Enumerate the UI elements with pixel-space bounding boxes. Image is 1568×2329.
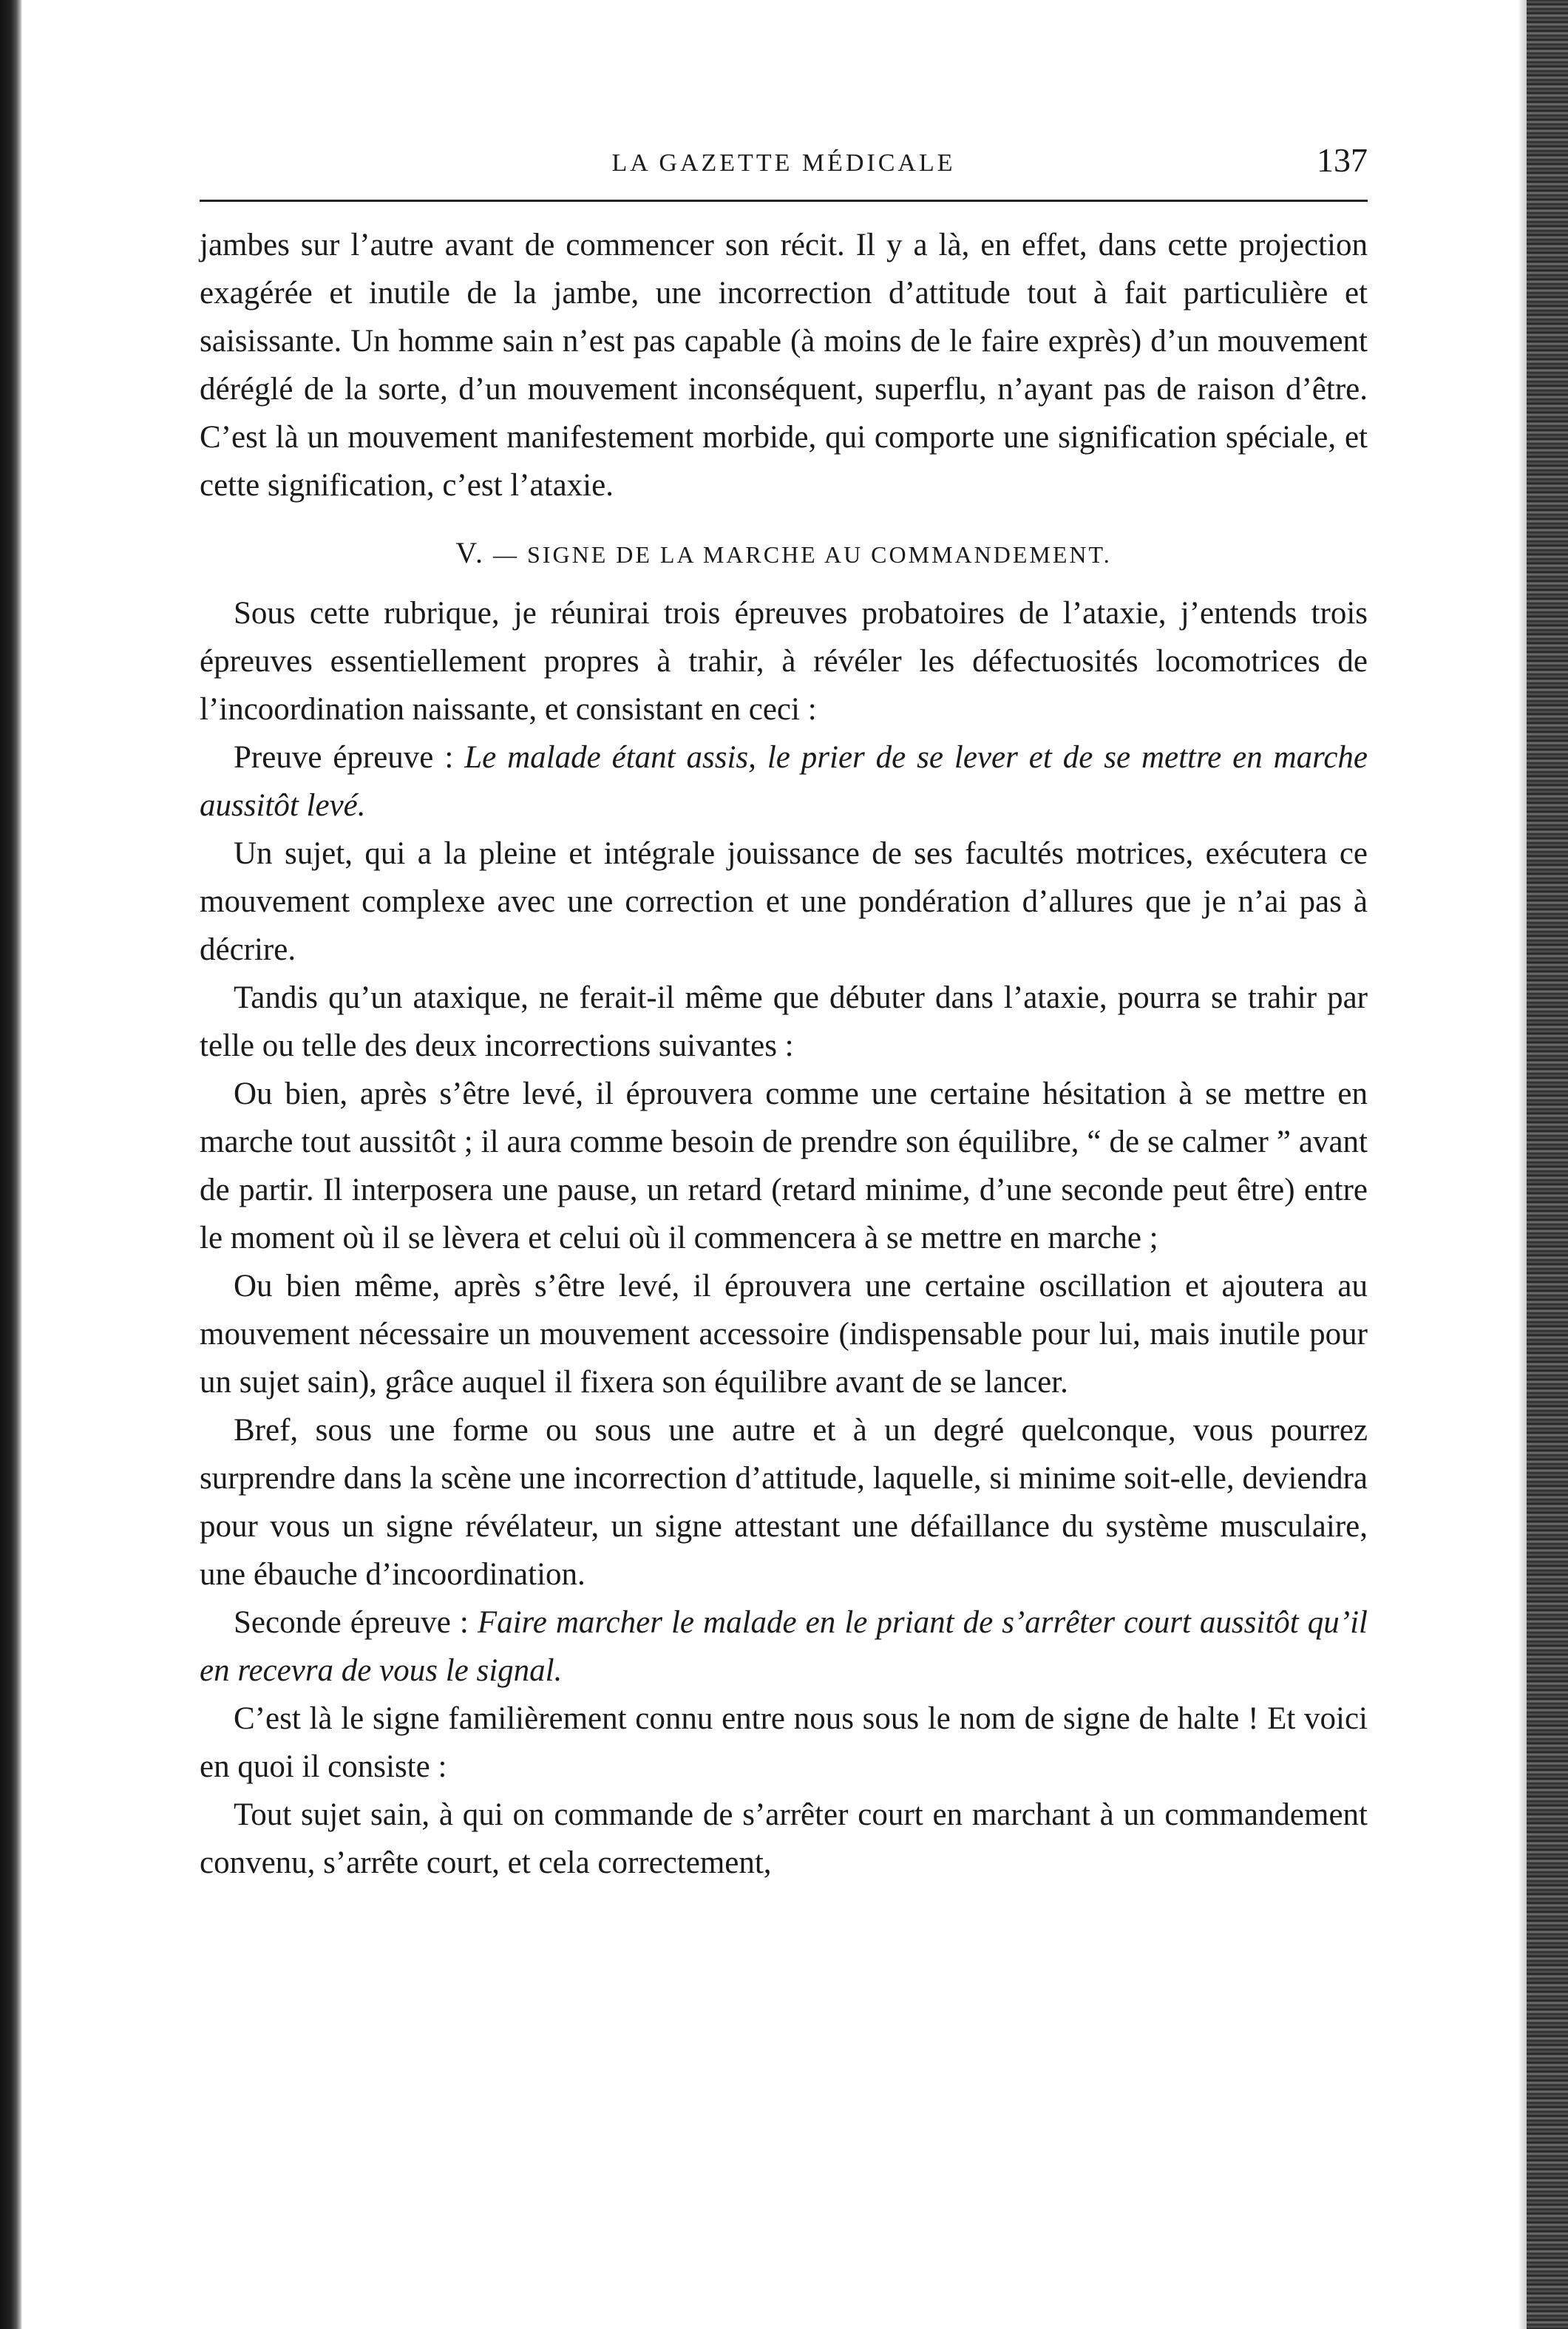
paragraph-9 <box>200 1599 1368 1695</box>
document-page <box>200 140 1368 1887</box>
paragraph-2: Sous cette rubrique, je réunirai trois épreuves probatoires de l’ataxie, j’entends trois épreuves essentiellement propres à trahir, à révéler les défectuosités locomotrices de l’incoordination naissante, et consistant en ceci : <box>200 596 1368 727</box>
paragraph-3 <box>200 733 1368 830</box>
paragraph-7: Ou bien même, après s’être levé, il éprouvera une certaine oscillation et ajoutera au mouvement nécessaire un mouvement accessoire (indispensable pour lui, mais inutile pour un sujet sain), grâce auquel il fixera son équilibre avant de se lancer. <box>200 1269 1368 1400</box>
paragraph-4: Un sujet, qui a la pleine et intégrale jouissance de ses facultés motrices, exécutera ce mouvement complexe avec une correction et une pondération d’allures que je n’ai pas à décrire. <box>200 836 1368 967</box>
page-number: 137 <box>1317 141 1368 179</box>
second-test-label: Seconde épreuve : <box>234 1605 469 1640</box>
running-title: LA GAZETTE MÉDICALE <box>611 149 956 177</box>
section-dash: — <box>493 541 520 568</box>
paragraph-5: Tandis qu’un ataxique, ne ferait-il même que débuter dans l’ataxie, pourra se trahir par telle ou telle des deux incorrections suivantes : <box>200 980 1368 1063</box>
header-rule <box>200 200 1368 202</box>
paragraph-8: Bref, sous une forme ou sous une autre et à un degré quelconque, vous pourrez surprendre dans la scène une incorrection d’attitude, laquelle, si minime soit-elle, deviendra pour vous un signe révélateur, un signe attestant une défaillance du système musculaire, une ébauche d’incoordination. <box>200 1413 1368 1592</box>
paragraph-1: jambes sur l’autre avant de commencer son récit. Il y a là, en effet, dans cette projection exagérée et inutile de la jambe, une incorrection d’attitude tout à fait particulière et saisissante. Un homme sain n’est pas capable (à moins de le faire exprès) d’un mouvement déréglé de la sorte, d’un mouvement inconséquent, superflu, n’ayant pas de raison d’être. C’est là un mouvement manifestement morbide, qui comporte une signification spéciale, et cette signification, c’est l’ataxie. <box>200 228 1368 503</box>
scan-right-edge <box>1527 0 1568 2329</box>
section-heading <box>200 535 1368 573</box>
paragraph-10: C’est là le signe familièrement connu entre nous sous le nom de signe de halte ! Et voici en quoi il consiste : <box>200 1701 1368 1784</box>
paragraph-6: Ou bien, après s’être levé, il éprouvera comme une certaine hésitation à se mettre en marche tout aussitôt ; il aura comme besoin de prendre son équilibre, “ de se calmer ” avant de partir. Il interposera une pause, un retard (retard minime, d’une seconde peut être) entre le moment où il se lèvera et celui où il commencera à se mettre en marche ; <box>200 1077 1368 1255</box>
section-number: V. <box>455 536 486 569</box>
paragraph-11: Tout sujet sain, à qui on commande de s’arrêter court en marchant à un commandement convenu, s’arrête court, et cela correctement, <box>200 1797 1368 1880</box>
scan-left-edge <box>0 0 22 2329</box>
first-test-instruction: Le malade étant assis, le prier de se lever et de se mettre en marche aussitôt levé. <box>200 740 1368 823</box>
first-test-label: Preuve épreuve : <box>234 740 454 775</box>
second-test-instruction: Faire marcher le malade en le priant de s’arrêter court aussitôt qu’il en recevra de vous le signal. <box>200 1605 1368 1688</box>
section-title: SIGNE DE LA MARCHE AU COMMANDEMENT. <box>527 541 1112 568</box>
running-head <box>200 140 1368 192</box>
